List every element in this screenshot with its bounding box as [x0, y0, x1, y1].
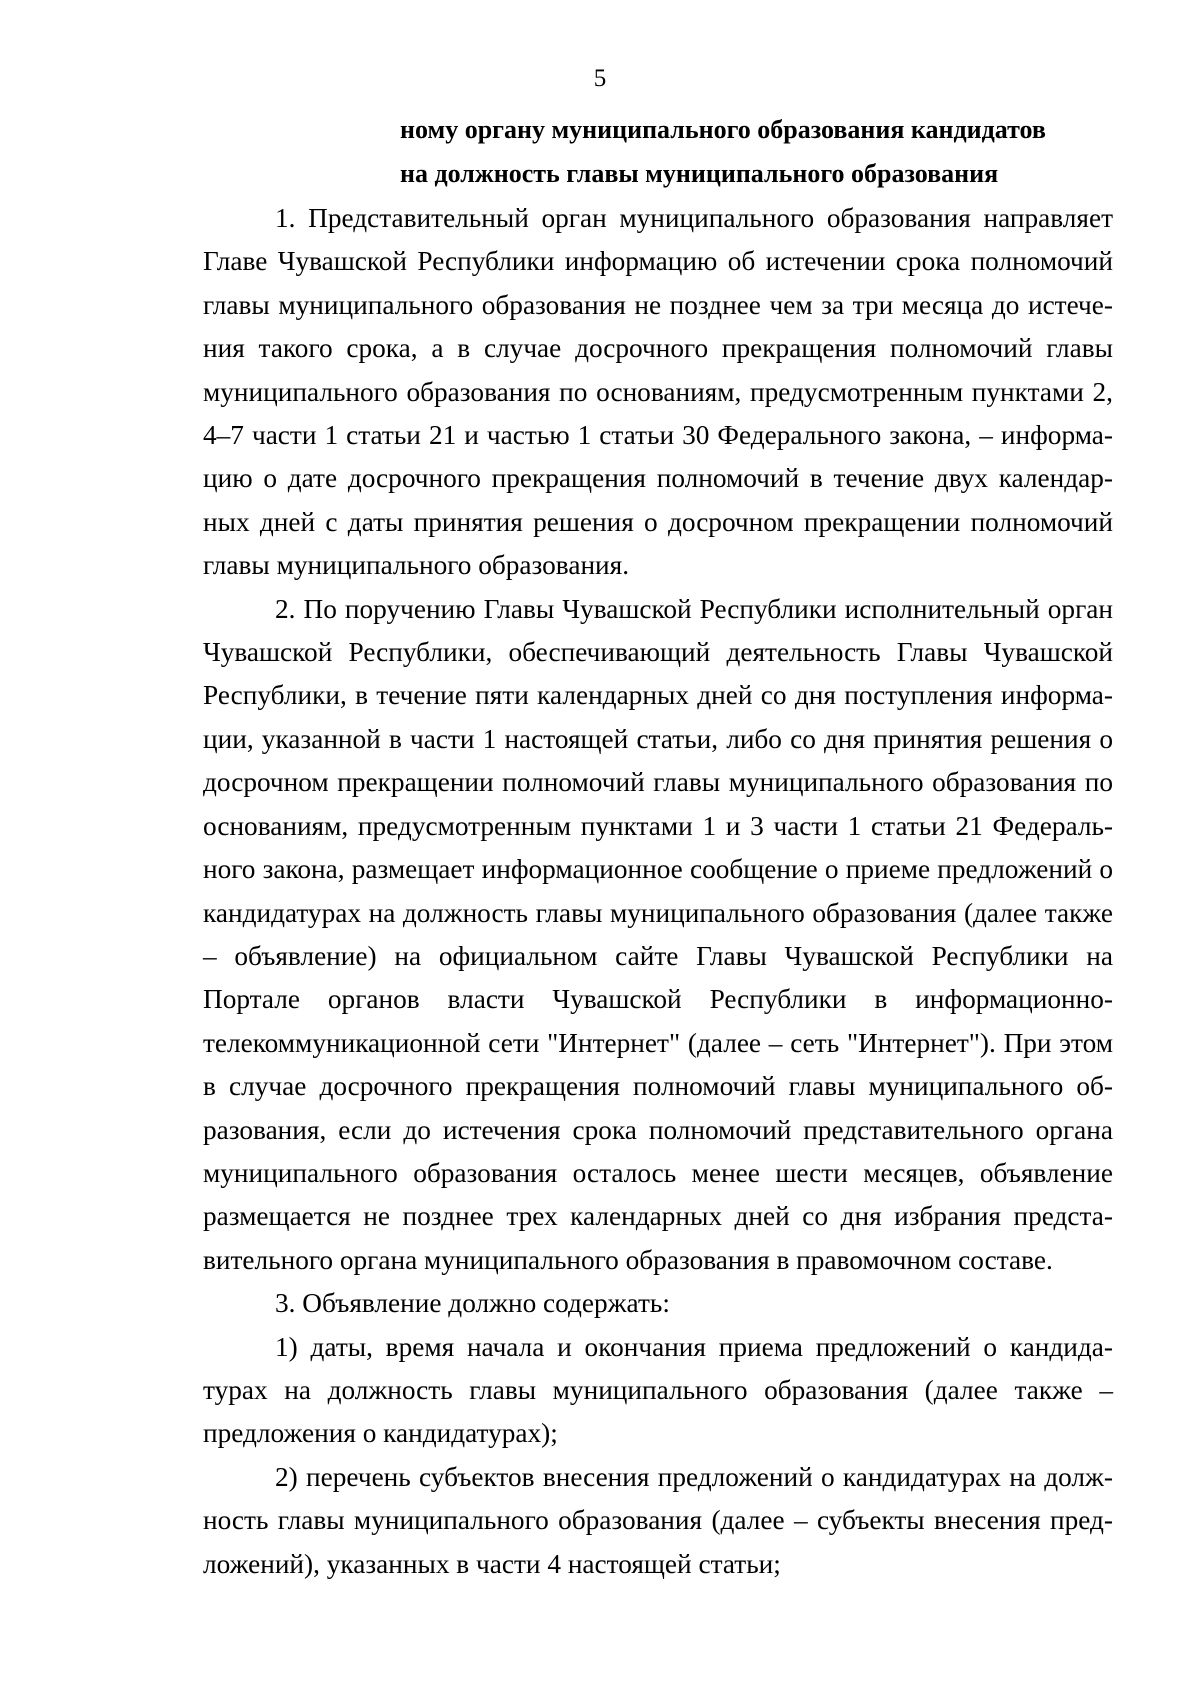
page-number: 5 — [593, 65, 607, 92]
paragraph-item-1: 1) даты, время начала и окончания приема предложений о кандидатурах на должность главы муниципального образования (далее также – предложения о кандидатурах); — [203, 1331, 1113, 1449]
paragraph-part-1: 1. Представительный орган муниципального образования направляет Главе Чувашской Республики информацию об истечении срока полномочий главы муниципального образования не позднее чем за три месяца до истечения такого срока, а в случае досрочного прекращения полномочий главы муниципального образования по основаниям, предусмотренным пунктами 2, 4–7 части 1 статьи 21 и частью 1 статьи 30 Федерального закона, – информацию о дате досрочного прекращения полномочий в течение двух календарных дней с даты принятия решения о досрочном прекращении полномочий главы муниципального образования. — [203, 203, 1113, 581]
document-body — [203, 197, 1113, 1586]
paragraph-item-2: 2) перечень субъектов внесения предложений о кандидатурах на должность главы муниципального образования (далее – субъекты внесения предложений), указанных в части 4 настоящей статьи; — [203, 1461, 1113, 1579]
paragraph-part-2: 2. По поручению Главы Чувашской Республики исполнительный орган Чувашской Республики, обеспечивающий деятельность Главы Чувашской Республики, в течение пяти календарных дней со дня поступления информации, указанной в части 1 настоящей статьи, либо со дня принятия решения о досрочном прекращении полномочий главы муниципального образования по основаниям, предусмотренным пунктами 1 и 3 части 1 статьи 21 Федерального закона, размещает информационное сообщение о приеме предложений о кандидатурах на должность главы муниципального образования (далее также – объявление) на официальном сайте Главы Чувашской Республики на Портале органов власти Чувашской Республики в информационно-телекоммуникационной сети "Интернет" (далее – сеть "Интернет"). При этом в случае досрочного прекращения полномочий главы муниципального образования, если до истечения срока полномочий представительного органа муниципального образования осталось менее шести месяцев, объявление размещается не позднее трех календарных дней со дня избрания представительного органа муниципального образования в правомочном составе. — [203, 593, 1113, 1275]
heading-line-2: на должность главы муниципального образования — [400, 159, 999, 188]
paragraph-part-3: 3. Объявление должно содержать: — [275, 1288, 670, 1319]
heading-line-1: ному органу муниципального образования кандидатов — [400, 115, 1046, 144]
article-heading — [400, 108, 1112, 196]
